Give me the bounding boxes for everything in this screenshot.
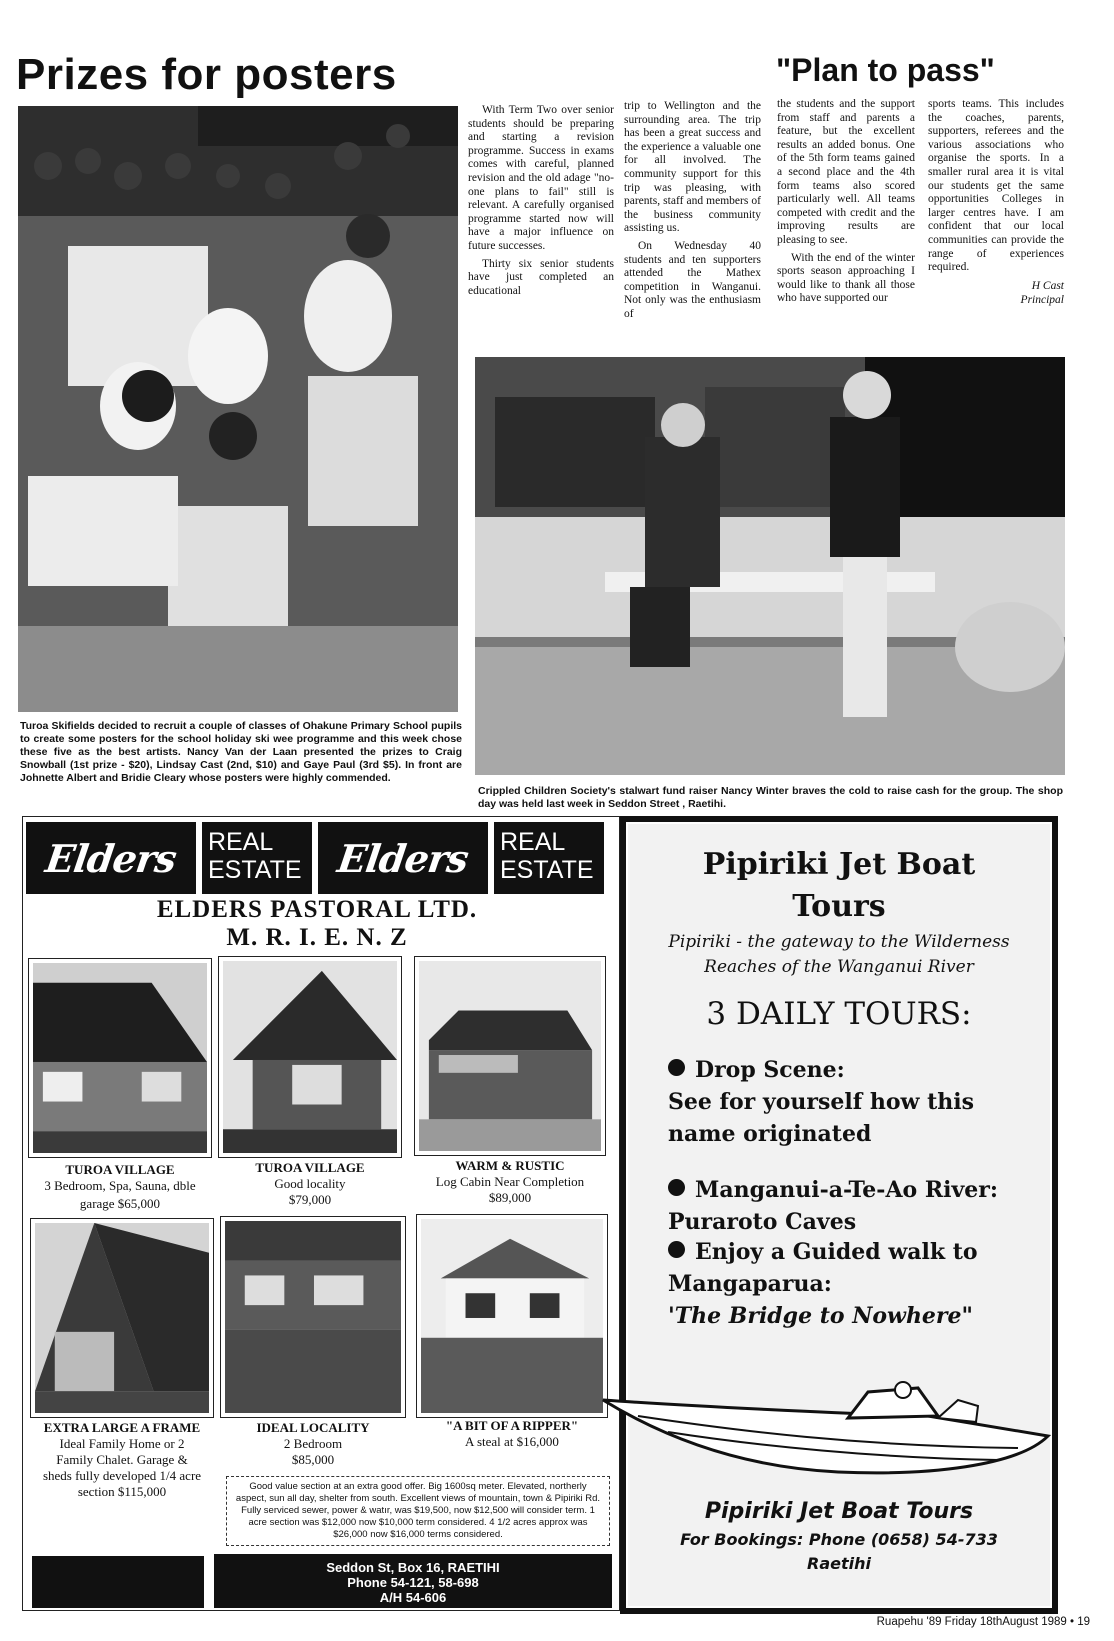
caption-fund-raiser: Crippled Children Society's stalwart fund raiser Nancy Winter braves the cold to raise cash for the group. The shop day was held last week in Seddon Street , Raetihi.	[478, 785, 1063, 810]
bullet-icon	[668, 1059, 685, 1076]
elders-logo-text: Elders	[43, 835, 179, 881]
article-column-3	[777, 98, 915, 310]
caption-posters: Turoa Skifields decided to recruit a couple of classes of Ohakune Primary School pupils to create some posters for the school holiday ski wee programme and this week chose these five as the best artists. Nancy Van der Laan presented the prizes to Craig Snowball (1st prize - $20), Lindsay Cast (2nd, $10) and Gaye Paul (3rd $5). In front are Johnette Albert and Bridie Cleary whose posters were highly commended.	[20, 720, 462, 784]
pipiriki-subtitle-line2: Reaches of the Wanganui River	[704, 957, 974, 977]
listing-title: TUROA VILLAGE	[65, 1162, 175, 1177]
elders-accreditation: M. R. I. E. N. Z	[226, 924, 408, 951]
tour-detail: 'The Bridge to Nowhere"	[668, 1303, 973, 1329]
tour-item-manganui	[668, 1174, 1058, 1238]
real-estate-badge	[494, 822, 604, 894]
page-footer: Ruapehu '89 Friday 18thAugust 1989 • 19	[876, 1616, 1090, 1628]
tour-detail: See for yourself how this	[668, 1089, 975, 1115]
listing-caption	[220, 1420, 406, 1468]
article-column-4	[928, 98, 1064, 307]
listing-photo	[220, 1216, 406, 1418]
article-paragraph: trip to Wellington and the surrounding area. The trip has been a great success and the experience a valuable one for all involved. The community support for this trip was pleasing, with parents, staff and members of the business community assisting us.	[624, 100, 761, 235]
tour-title: Enjoy a Guided walk to	[695, 1239, 978, 1265]
listing-photo	[416, 1214, 608, 1418]
listing-detail: sheds fully developed 1/4 acre	[42, 1468, 202, 1483]
real-estate-word-real: REAL	[208, 828, 274, 856]
pipiriki-daily-tours: 3 DAILY TOURS:	[706, 996, 972, 1032]
elders-logo	[318, 822, 488, 894]
listing-price: $89,000	[488, 1190, 532, 1205]
tour-detail: name originated	[668, 1121, 872, 1147]
tour-title: Manganui-a-Te-Ao River:	[695, 1177, 998, 1203]
listing-photo	[414, 956, 606, 1156]
listing-title: IDEAL LOCALITY	[256, 1420, 370, 1435]
contact-after-hours: A/H 54-606	[379, 1590, 447, 1605]
listing-photo	[218, 956, 402, 1158]
listing-photo	[28, 958, 212, 1158]
listing-detail: 2 Bedroom	[283, 1436, 343, 1451]
pipiriki-footer-name: Pipiriki Jet Boat Tours	[704, 1499, 974, 1524]
listing-caption	[30, 1420, 214, 1500]
listing-title: EXTRA LARGE A FRAME	[43, 1420, 201, 1435]
article-column-2	[624, 100, 761, 326]
article-column-1	[468, 104, 614, 302]
bullet-icon	[668, 1241, 685, 1258]
listing-price: $85,000	[291, 1452, 335, 1467]
pipiriki-title-line2: Tours	[792, 889, 886, 924]
listing-price: section $115,000	[77, 1484, 167, 1499]
bullet-icon	[668, 1179, 685, 1196]
listing-caption	[28, 1162, 212, 1212]
listing-detail: Good locality	[274, 1176, 346, 1191]
listing-title: TUROA VILLAGE	[255, 1160, 365, 1175]
real-estate-word-real: REAL	[500, 828, 566, 856]
elders-contact-block	[214, 1554, 612, 1608]
pipiriki-advertisement	[620, 816, 1058, 1614]
real-estate-word-estate: ESTATE	[208, 856, 302, 884]
listing-detail: Family Chalet. Garage &	[56, 1452, 188, 1467]
listing-detail: Ideal Family Home or 2	[59, 1436, 185, 1451]
article-paragraph: With the end of the winter sports season approaching I would like to thank all those who have supported our	[777, 251, 915, 305]
listing-price: garage $65,000	[79, 1196, 161, 1211]
listing-detail: 3 Bedroom, Spa, Sauna, dble	[44, 1178, 196, 1193]
real-estate-word-estate: ESTATE	[500, 856, 594, 884]
elders-company-name: ELDERS PASTORAL LTD.	[156, 896, 478, 923]
article-paragraph: Thirty six senior students have just completed an educational	[468, 257, 614, 297]
pipiriki-footer-phone: For Bookings: Phone (0658) 54-733	[680, 1530, 998, 1549]
listing-caption	[416, 1418, 608, 1450]
listing-detail: Log Cabin Near Completion	[435, 1174, 585, 1189]
photo-students-with-posters	[18, 106, 458, 712]
black-panel	[32, 1556, 204, 1608]
signature-title: Principal	[1020, 293, 1064, 306]
elders-logo-text: Elders	[335, 835, 471, 881]
listing-photo	[30, 1218, 214, 1418]
pipiriki-footer-town: Raetihi	[807, 1554, 871, 1573]
section-offer-note: Good value section at an extra good offer. Big 1600sq meter. Elevated, northerly aspect, sun all day, shelter from south. Excellent views of mountain, town & Pipiriki Rd. Fully serviced sewer, power & watır, was $19,500, now $12,500 will consider term. 1 acre section was $12,000 now $10,000 term considered. 4 1/2 acres approx was $26,000 now $16,000 terms considered.	[226, 1476, 610, 1546]
real-estate-badge	[202, 822, 312, 894]
tour-item-guided-walk	[668, 1236, 1058, 1332]
photo-fund-raiser	[475, 357, 1065, 775]
article-paragraph: On Wednesday 40 students and ten supporters attended the Mathex competition in Wanganui. Not only was the enthusiasm of	[624, 239, 761, 320]
headline-prizes-for-posters: Prizes for posters	[16, 50, 397, 99]
article-paragraph: sports teams. This includes the coaches, parents, supporters, referees and the various associations who organise the sports. In a smaller rural area it is vital our students get the same opportunities Colleges in larger centres have. I am confident that our local communities can provide the range of experiences required.	[928, 98, 1064, 274]
listing-price: A steal at $16,000	[465, 1434, 559, 1449]
pipiriki-title-line1: Pipiriki Jet Boat	[702, 847, 976, 882]
listing-price: $79,000	[288, 1192, 332, 1207]
tour-item-drop-scene	[668, 1054, 1058, 1150]
headline-plan-to-pass: "Plan to pass"	[776, 52, 995, 88]
listing-caption	[414, 1158, 606, 1206]
contact-address: Seddon St, Box 16, RAETIHI	[326, 1560, 500, 1575]
tour-title: Drop Scene:	[695, 1057, 845, 1083]
article-paragraph: the students and the support from staff and parents a feature, but the excellent results an added bonus. One of the 5th form teams gained a second place and the 4th form teams also scored particularly well. All teams competed with credit and the improving results are pleasing to see.	[777, 98, 915, 246]
elders-logo	[26, 822, 196, 894]
tour-detail: Mangaparua:	[668, 1271, 832, 1297]
jet-boat-icon	[598, 1376, 1058, 1476]
listing-title: "A BIT OF A RIPPER"	[445, 1418, 579, 1433]
contact-phone: Phone 54-121, 58-698	[347, 1575, 479, 1590]
listing-caption	[218, 1160, 402, 1208]
signature-name: H Cast	[1031, 279, 1064, 292]
tour-detail: Puraroto Caves	[668, 1209, 857, 1235]
pipiriki-subtitle-line1: Pipiriki - the gateway to the Wilderness	[668, 932, 1010, 952]
article-paragraph: With Term Two over senior students should be preparing and starting a revision programme. Success in exams comes with careful, planned revision and the old adage "no-one plans to fail" still is relevant. A carefully organised programme started now will have a major influence on future successes.	[468, 104, 614, 252]
listing-title: WARM & RUSTIC	[455, 1158, 565, 1173]
